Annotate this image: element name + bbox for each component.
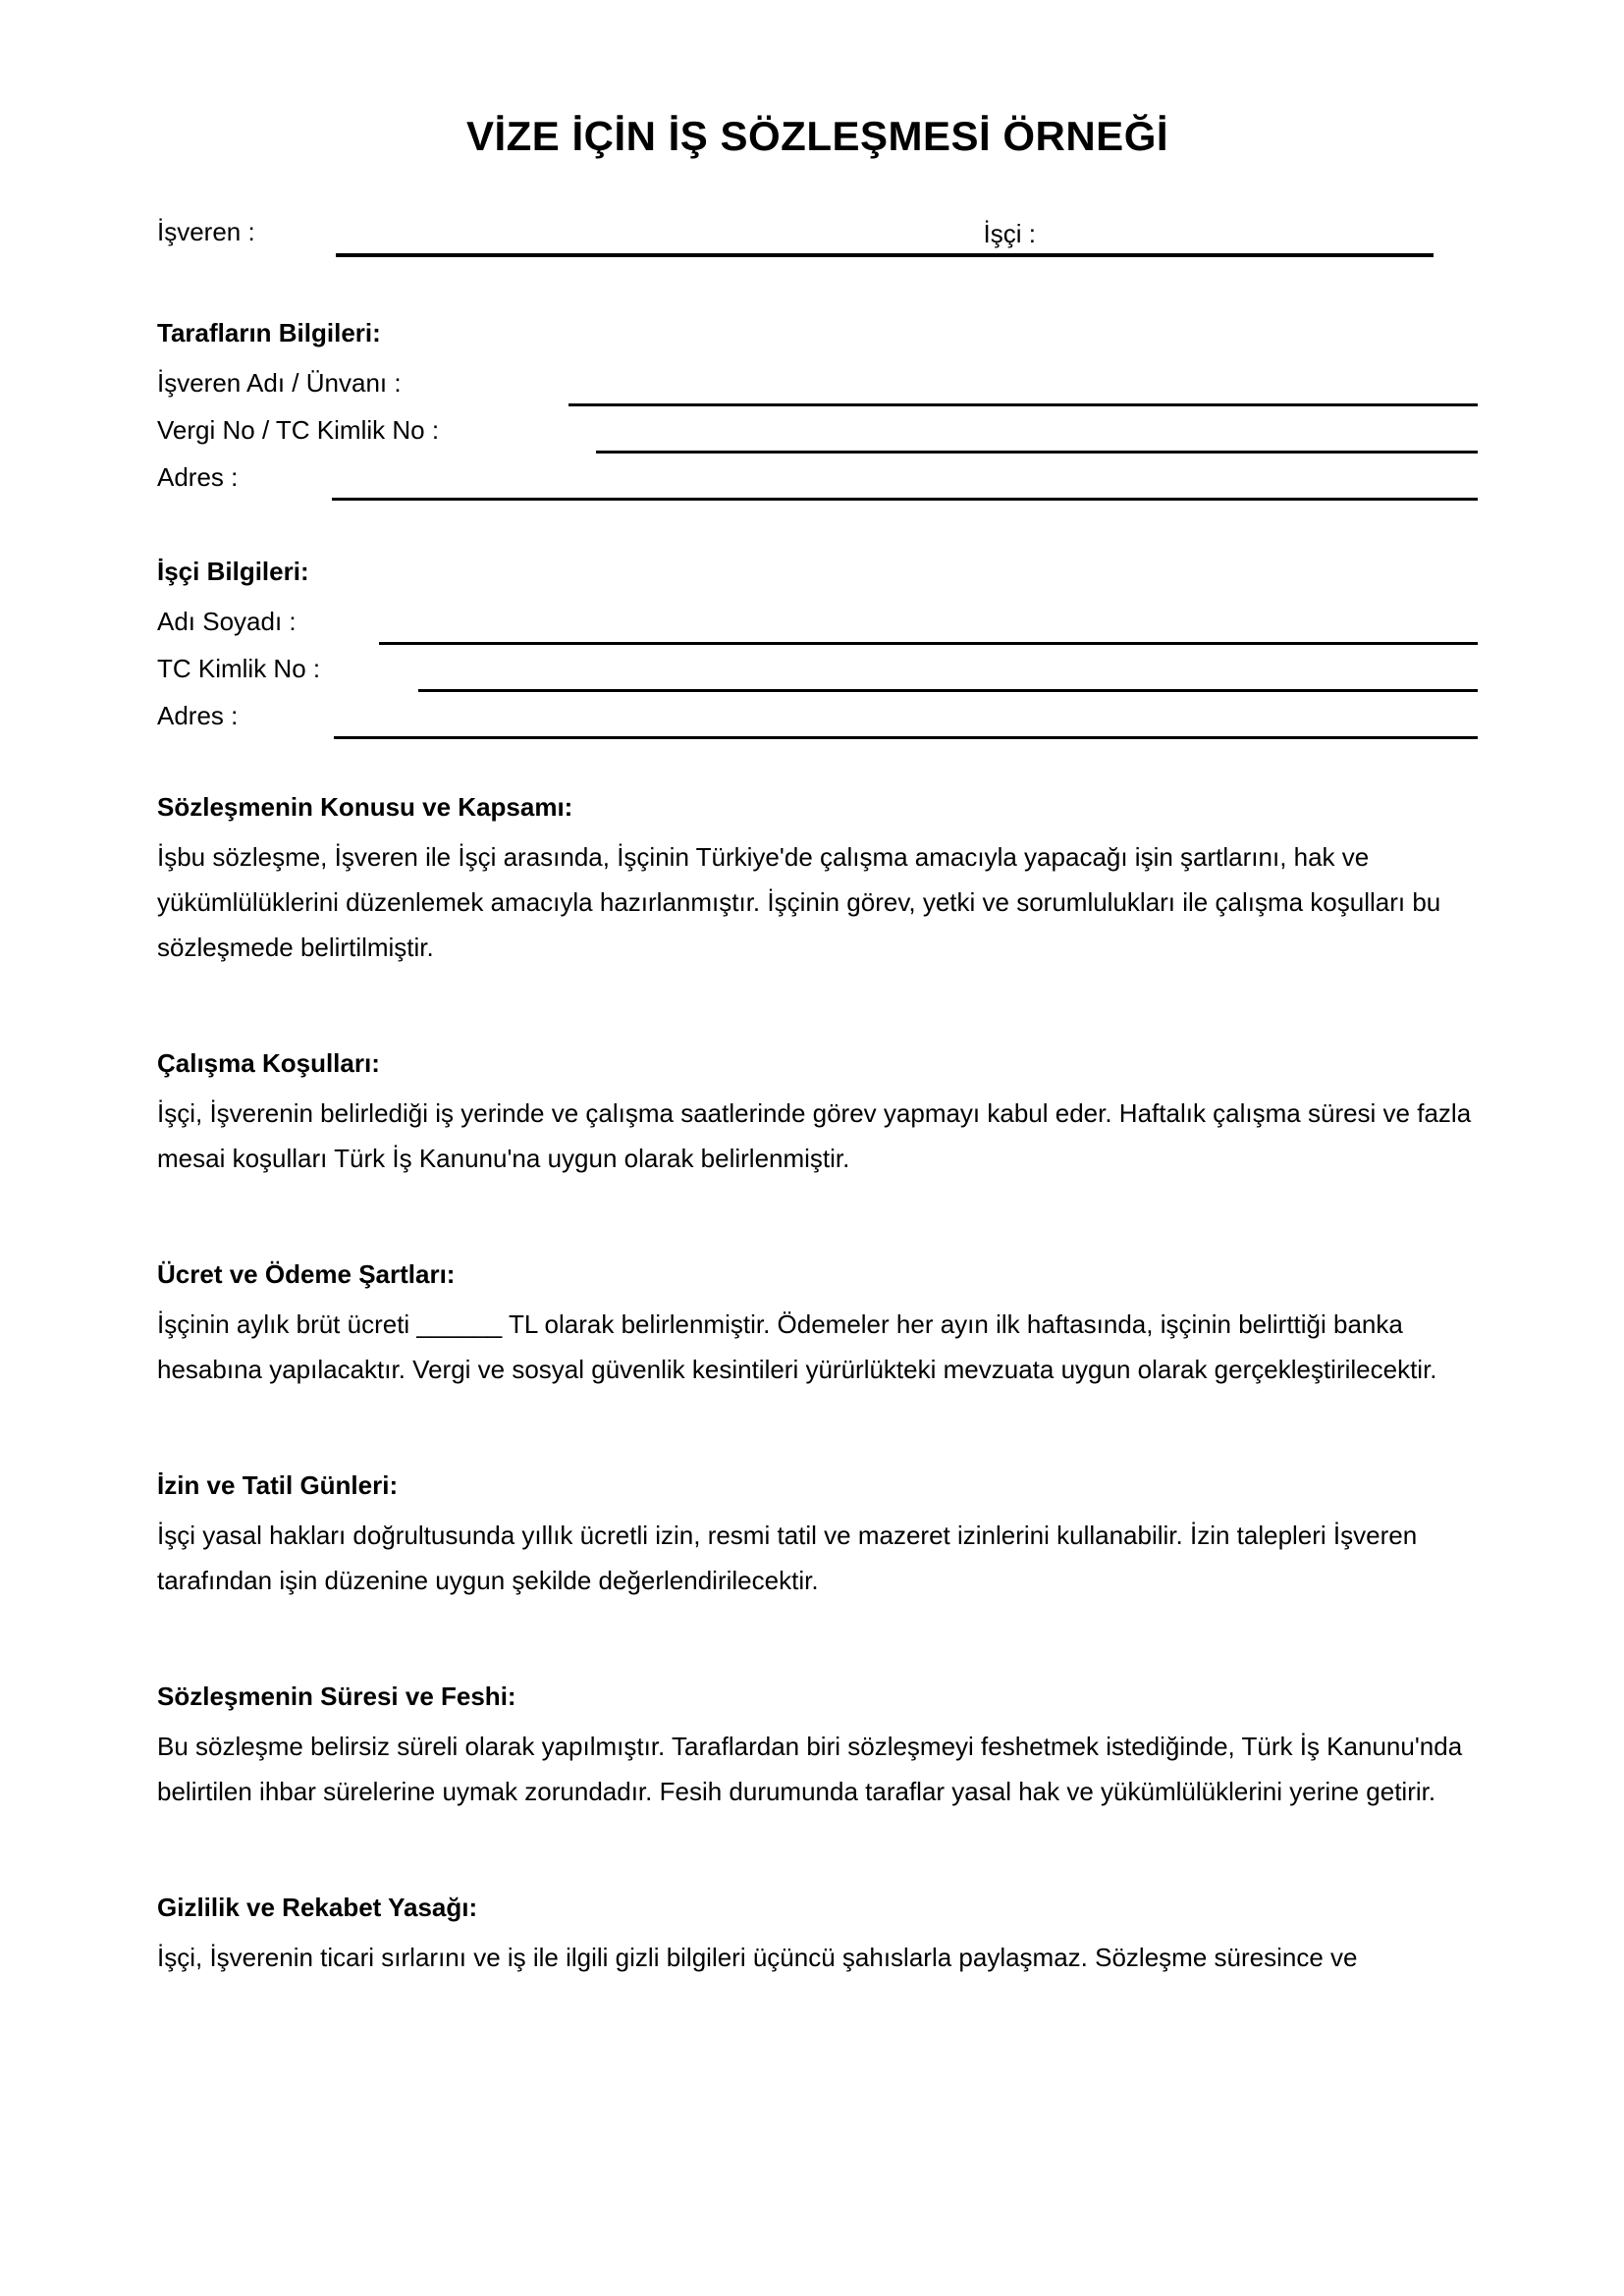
tax-id-blank — [596, 406, 1478, 454]
parties-info-heading: Tarafların Bilgileri: — [157, 318, 381, 347]
clause-wage-payment-body: İşçinin aylık brüt ücreti ______ TL olarak belirlenmiştir. Ödemeler her ayın ilk haftasında, işçinin belirttiği banka hesabına yapılacaktır. Vergi ve sosyal güvenlik kesintileri yürürlükteki mevzuata uygun olarak gerçekleştirilecektir. — [157, 1309, 1437, 1384]
header-blank-line — [336, 212, 1434, 257]
tax-id-label: Vergi No / TC Kimlik No : — [157, 415, 440, 445]
clause-working-conditions-body: İşçi, İşverenin belirlediği iş yerinde ve çalışma saatlerinde görev yapmayı kabul eder. Haftalık çalışma süresi ve fazla mesai koşulları Türk İş Kanunu'na uygun olarak belirlenmiştir. — [157, 1098, 1472, 1173]
employee-name-row — [157, 598, 1478, 645]
employee-address-row — [157, 692, 1478, 739]
clause-duration-termination-body: Bu sözleşme belirsiz süreli olarak yapılmıştır. Taraflardan biri sözleşmeyi feshetmek istediğinde, Türk İş Kanunu'nda belirtilen ihbar sürelerine uymak zorundadır. Fesih durumunda taraflar yasal hak ve yükümlülüklerini yerine getirir. — [157, 1732, 1463, 1806]
tc-id-blank — [418, 645, 1478, 692]
clause-working-conditions — [157, 1046, 1478, 1181]
clause-confidentiality-heading: Gizlilik ve Rekabet Yasağı: — [157, 1893, 478, 1922]
document-content — [0, 112, 1624, 1980]
clause-subject-scope — [157, 790, 1478, 970]
clause-wage-payment — [157, 1257, 1478, 1392]
employer-address-row — [157, 454, 1478, 501]
employee-info-heading: İşçi Bilgileri: — [157, 557, 309, 586]
employer-name-blank — [568, 359, 1478, 406]
tax-id-row — [157, 406, 1478, 454]
clause-subject-scope-body: İşbu sözleşme, İşveren ile İşçi arasında, İşçinin Türkiye'de çalışma amacıyla yapacağı işin şartlarını, hak ve yükümlülüklerini düzenlemek amacıyla hazırlanmıştır. İşçinin görev, yetki ve sorumlulukları ile çalışma koşulları bu sözleşmede belirtilmiştir. — [157, 842, 1441, 962]
clause-confidentiality-body: İşçi, İşverenin ticari sırlarını ve iş ile ilgili gizli bilgileri üçüncü şahıslarla paylaşmaz. Sözleşme süresince ve — [157, 1943, 1358, 1972]
clause-wage-payment-heading: Ücret ve Ödeme Şartları: — [157, 1259, 456, 1289]
clause-working-conditions-heading: Çalışma Koşulları: — [157, 1048, 380, 1078]
clause-subject-scope-heading: Sözleşmenin Konusu ve Kapsamı: — [157, 792, 573, 822]
clause-leave-holidays — [157, 1468, 1478, 1603]
tc-id-row — [157, 645, 1478, 692]
employer-name-label: İşveren Adı / Ünvanı : — [157, 368, 402, 398]
clause-leave-holidays-heading: İzin ve Tatil Günleri: — [157, 1470, 399, 1500]
employee-info-rows — [157, 598, 1478, 739]
clause-leave-holidays-body: İşçi yasal hakları doğrultusunda yıllık ücretli izin, resmi tatil ve mazeret izinlerini kullanabilir. İzin talepleri İşveren tarafından işin düzenine uygun şekilde değerlendirilecektir. — [157, 1521, 1418, 1595]
employee-name-blank — [379, 598, 1478, 645]
parties-info-rows — [157, 359, 1478, 501]
employee-address-blank — [334, 692, 1478, 739]
employer-address-label: Adres : — [157, 462, 239, 492]
employer-name-row — [157, 359, 1478, 406]
employee-address-label: Adres : — [157, 701, 239, 730]
clause-confidentiality — [157, 1891, 1478, 1980]
employee-label: İşçi : — [983, 219, 1036, 248]
document-title: VİZE İÇİN İŞ SÖZLEŞMESİ ÖRNEĞİ — [465, 113, 1169, 159]
header-parties-row — [157, 212, 1478, 257]
employer-label: İşveren : — [157, 217, 255, 246]
clause-duration-termination-heading: Sözleşmenin Süresi ve Feshi: — [157, 1682, 516, 1711]
employee-name-label: Adı Soyadı : — [157, 607, 297, 636]
tc-id-label: TC Kimlik No : — [157, 654, 321, 683]
clause-duration-termination — [157, 1680, 1478, 1814]
employer-address-blank — [332, 454, 1478, 501]
